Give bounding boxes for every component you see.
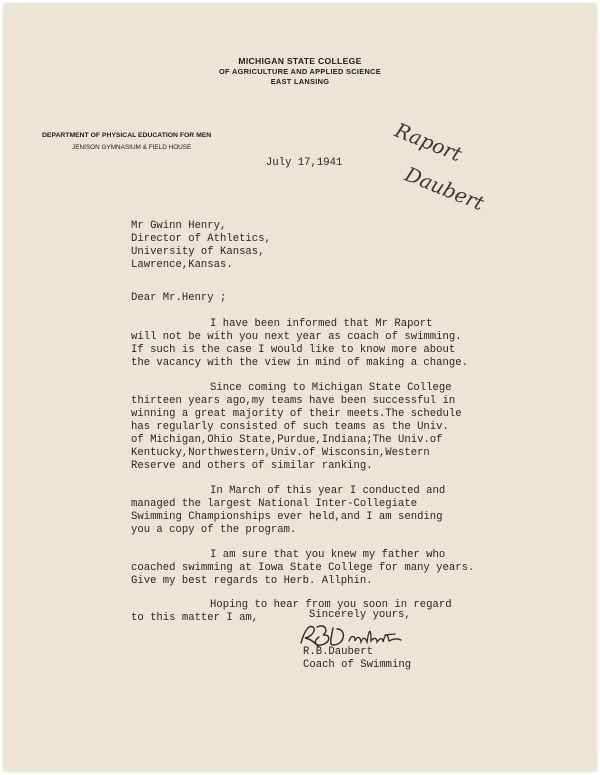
letter-date: July 17,1941	[266, 157, 343, 169]
body-line: winning a great majority of their meets.The schedule	[131, 408, 462, 420]
body-line: of Michigan,Ohio State,Purdue,Indiana;The Univ.of	[131, 434, 443, 446]
body-line: In March of this year I conducted and	[210, 485, 446, 497]
handwritten-note-daubert: Daubert	[401, 161, 488, 216]
body-line: If such is the case I would like to know more about	[131, 344, 456, 356]
body-line: thirteen years ago,my teams have been successful in	[131, 395, 456, 407]
letterhead-subtitle: OF AGRICULTURE AND APPLIED SCIENCE	[219, 67, 381, 76]
body-line: Reserve and others of similar ranking.	[131, 460, 373, 472]
body-line: Hoping to hear from you soon in regard	[210, 599, 452, 611]
body-line: managed the largest National Inter-Collegiate	[131, 498, 418, 510]
body-line: Since coming to Michigan State College	[210, 382, 452, 394]
body-line: coached swimming at Iowa State College for many years.	[131, 562, 475, 574]
body-line: I am sure that you knew my father who	[210, 549, 446, 561]
body-line: Swimming Championships ever held,and I am sending	[131, 511, 443, 523]
letterhead-institution: MICHIGAN STATE COLLEGE	[238, 56, 362, 66]
letterhead-location: EAST LANSING	[270, 77, 330, 86]
recipient-line: University of Kansas,	[131, 246, 265, 258]
body-line: you a copy of the program.	[131, 524, 297, 536]
body-line: has regularly consisted of such teams as the Univ.	[131, 421, 449, 433]
body-line: I have been informed that Mr Raport	[210, 318, 433, 330]
signer-name: R.B.Daubert	[303, 646, 373, 658]
department-building: JENISON GYMNASIUM & FIELD HOUSE	[72, 144, 192, 151]
closing: Sincerely yours,	[309, 609, 411, 621]
handwritten-note-report: Raport	[391, 117, 466, 167]
body-line: to this matter I am,	[131, 612, 259, 624]
salutation: Dear Mr.Henry ;	[131, 292, 227, 304]
department-name: DEPARTMENT OF PHYSICAL EDUCATION FOR MEN	[42, 132, 212, 139]
recipient-line: Lawrence,Kansas.	[131, 259, 233, 271]
body-line: Kentucky,Northwestern,Univ.of Wisconsin,Western	[131, 447, 430, 459]
body-line: the vacancy with the view in mind of making a change.	[131, 357, 468, 369]
body-line: will not be with you next year as coach of swimming.	[131, 331, 462, 343]
signer-title: Coach of Swimming	[303, 659, 412, 671]
recipient-line: Mr Gwinn Henry,	[131, 220, 227, 232]
body-line: Give my best regards to Herb. Allphin.	[131, 575, 373, 587]
recipient-line: Director of Athletics,	[131, 233, 271, 245]
